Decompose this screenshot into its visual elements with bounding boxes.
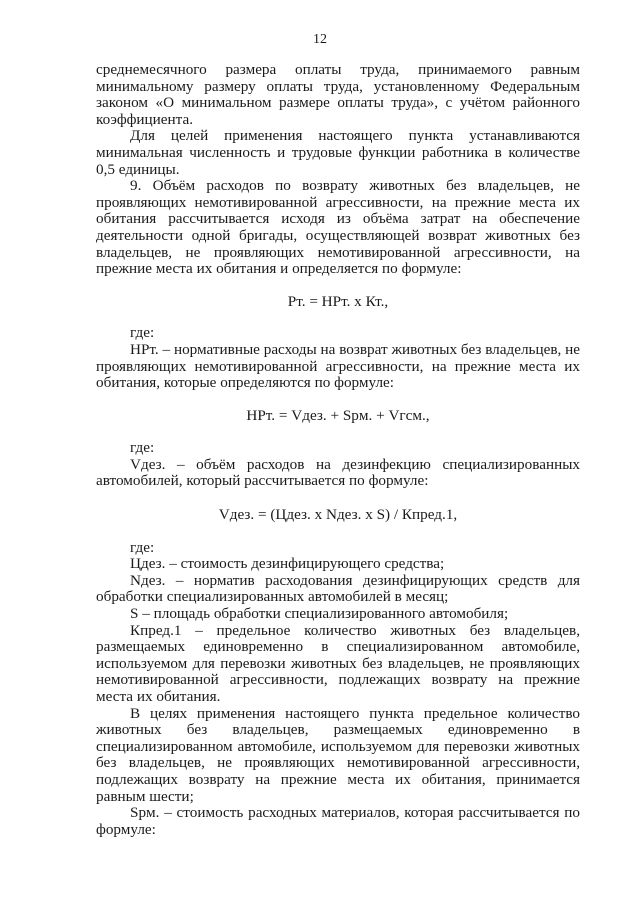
formula: НРт. = Vдез. + Spм. + Vгсм., bbox=[246, 406, 430, 424]
paragraph: НРт. – нормативные расходы на возврат животных без владельцев, не проявляющих немотивированной агрессивности, на прежние места их обитания, которые определяются по формуле: bbox=[96, 340, 580, 392]
paragraph-item-9: 9. Объём расходов по возврату животных без владельцев, не проявляющих немотивированной агрессивности, на прежние места их обитания рассчитывается исходя из объёма затрат на обеспечение деятельности одной бригады, осуществляющей возврат животных без владельцев, не проявляющих немотивированной агрессивности, на прежние места их обитания и определяется по формуле: bbox=[96, 177, 580, 278]
document-body bbox=[96, 62, 580, 838]
paragraph: Цдез. – стоимость дезинфицирующего средства; bbox=[130, 555, 445, 573]
where-label: где: bbox=[130, 538, 155, 556]
paragraph: Spм. – стоимость расходных материалов, которая рассчитывается по формуле: bbox=[96, 804, 580, 838]
paragraph: В целях применения настоящего пункта предельное количество животных без владельцев, размещаемых единовременно в специализированном автомобиле, используемом для перевозки животных без владельцев, не проявляющих немотивированной агрессивности, подлежащих возврату на прежние места их обитания, принимается равным шести; bbox=[96, 704, 580, 805]
paragraph: Кпред.1 – предельное количество животных без владельцев, размещаемых единовременно в специализированном автомобиле, используемом для перевозки животных без владельцев, не проявляющих немотивированной агрессивности, подлежащих возврату на прежние места их обитания. bbox=[96, 621, 580, 705]
paragraph: Nдез. – норматив расходования дезинфицирующих средств для обработки специализированных автомобилей в месяц; bbox=[96, 571, 580, 606]
formula: Рт. = НРт. х Кт., bbox=[287, 292, 389, 310]
paragraph: S – площадь обработки специализированного автомобиля; bbox=[130, 605, 509, 623]
paragraph: Для целей применения настоящего пункта устанавливаются минимальная численность и трудовые функции работника в количестве 0,5 единицы. bbox=[96, 127, 580, 178]
paragraph: Vдез. – объём расходов на дезинфекцию специализированных автомобилей, который рассчитывается по формуле: bbox=[96, 455, 580, 490]
formula: Vдез. = (Цдез. х Nдез. х S) / Кпред.1, bbox=[218, 506, 458, 524]
page-number: 12 bbox=[313, 32, 327, 47]
where-label: где: bbox=[130, 439, 155, 457]
where-label: где: bbox=[130, 324, 155, 342]
paragraph: среднемесячного размера оплаты труда, принимаемого равным минимальному размеру оплаты труда, установленному Федеральным законом «О минимальном размере оплаты труда», с учётом районного коэффициента. bbox=[96, 61, 580, 128]
